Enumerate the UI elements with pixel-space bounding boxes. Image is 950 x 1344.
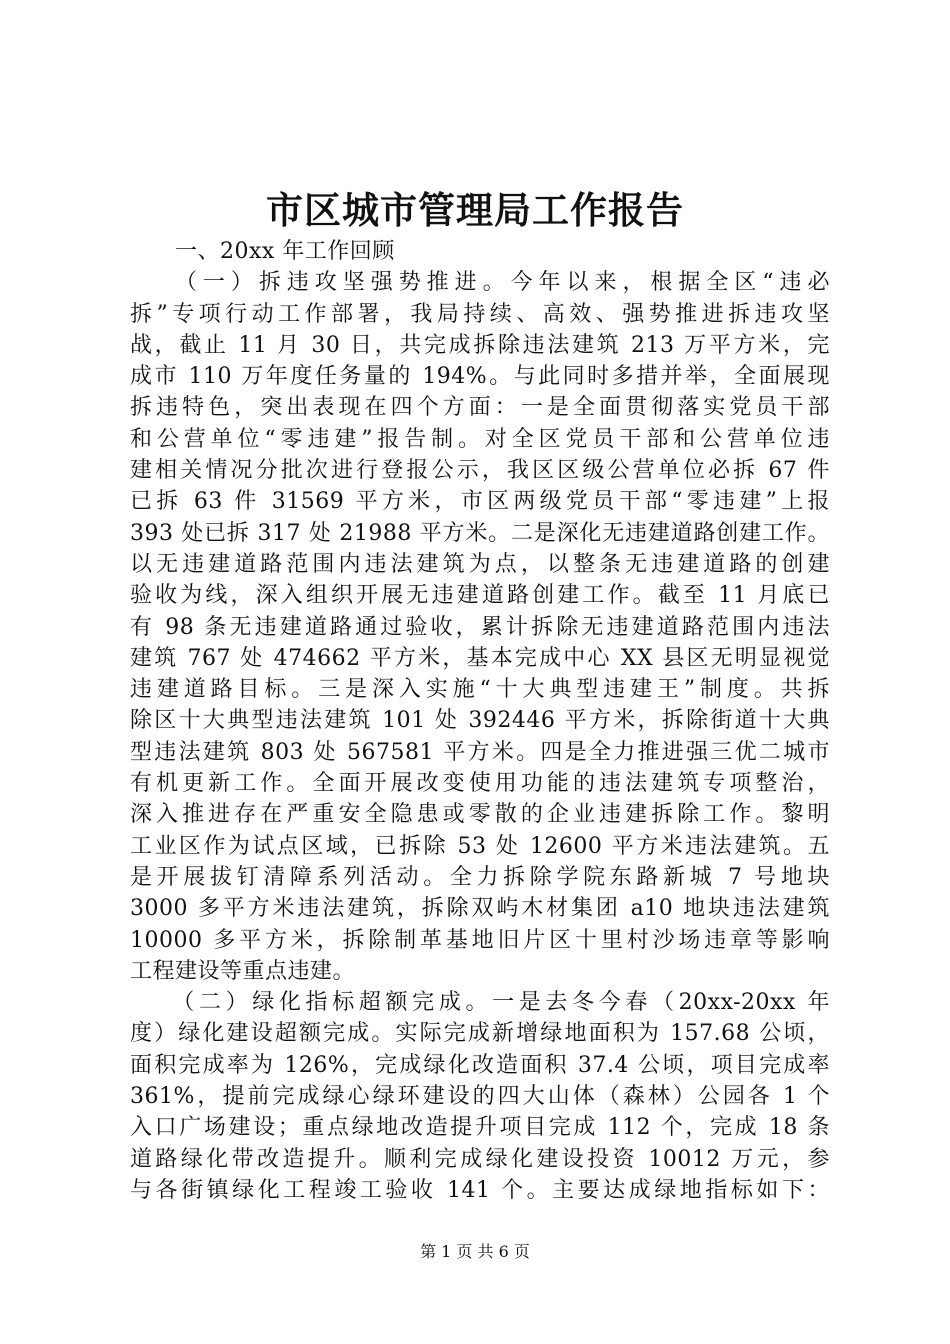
body-text-line: 工程建设等重点违建。 [130, 958, 356, 984]
body-text-line: 道路绿化带改造提升。顺利完成绿化建设投资 10012 万元，参 [130, 1146, 830, 1172]
body-text-line: 和公营单位“零违建”报告制。对全区党员干部和公营单位违 [130, 426, 830, 452]
body-text-line: 与各街镇绿化工程竣工验收 141 个。主要达成绿地指标如下： [130, 1177, 830, 1203]
body-text-line: 验收为线，深入组织开展无违建道路创建工作。截至 11 月底已 [130, 583, 830, 609]
body-text-line: 工业区作为试点区域，已拆除 53 处 12600 平方米违法建筑。五 [130, 833, 830, 859]
body-text-line: 建筑 767 处 474662 平方米，基本完成中心 XX 县区无明显视觉 [130, 645, 830, 671]
body-text-line: 度）绿化建设超额完成。实际完成新增绿地面积为 157.68 公顷， [130, 1021, 830, 1047]
page-number-footer: 第 1 页 共 6 页 [420, 1242, 530, 1261]
body-text-line: （一）拆违攻坚强势推进。今年以来，根据全区“违必 [130, 270, 830, 296]
body-text-line: 以无违建道路范围内违法建筑为点，以整条无违建道路的创建 [130, 551, 830, 577]
body-text-line: 深入推进存在严重安全隐患或零散的企业违建拆除工作。黎明 [130, 802, 830, 828]
body-text-line: 是开展拔钉清障系列活动。全力拆除学院东路新城 7 号地块 [130, 864, 830, 890]
body-text-line: 战，截止 11 月 30 日，共完成拆除违法建筑 213 万平方米，完 [130, 332, 830, 358]
body-text-line: 拆违特色，突出表现在四个方面：一是全面贯彻落实党员干部 [130, 395, 830, 421]
body-text-line: 成市 110 万年度任务量的 194%。与此同时多措并举，全面展现 [130, 364, 830, 390]
body-text-line: 已拆 63 件 31569 平方米，市区两级党员干部“零违建”上报 [130, 489, 830, 515]
body-text-line: 违建道路目标。三是深入实施“十大典型违建王”制度。共拆 [130, 677, 830, 703]
body-text-line: 除区十大典型违法建筑 101 处 392446 平方米，拆除街道十大典 [130, 708, 830, 734]
body-text-line: 型违法建筑 803 处 567581 平方米。四是全力推进强三优二城市 [130, 739, 830, 765]
body-text-line: 一、20xx 年工作回顾 [130, 239, 395, 264]
body-text-line: 有机更新工作。全面开展改变使用功能的违法建筑专项整治， [130, 771, 830, 797]
body-text-line: 393 处已拆 317 处 21988 平方米。二是深化无违建道路创建工作。 [130, 520, 830, 546]
page-title: 市区城市管理局工作报告 [266, 188, 684, 232]
body-text-line: 有 98 条无违建道路通过验收，累计拆除无违建道路范围内违法 [130, 614, 830, 640]
body-text-line: 面积完成率为 126%，完成绿化改造面积 37.4 公顷，项目完成率 [130, 1052, 830, 1078]
body-text-line: 361%，提前完成绿心绿环建设的四大山体（森林）公园各 1 个 [130, 1084, 830, 1110]
body-text-line: （二）绿化指标超额完成。一是去冬今春（20xx-20xx 年 [130, 990, 830, 1016]
body-text-line: 3000 多平方米违法建筑，拆除双屿木材集团 a10 地块违法建筑 [130, 896, 830, 922]
body-text-line: 建相关情况分批次进行登报公示，我区区级公营单位必拆 67 件 [130, 458, 830, 484]
body-text-line: 拆”专项行动工作部署，我局持续、高效、强势推进拆违攻坚 [130, 301, 830, 327]
body-text-line: 10000 多平方米，拆除制革基地旧片区十里村沙场违章等影响 [130, 927, 830, 953]
document-body [130, 236, 830, 1206]
body-text-line: 入口广场建设；重点绿地改造提升项目完成 112 个，完成 18 条 [130, 1115, 830, 1141]
